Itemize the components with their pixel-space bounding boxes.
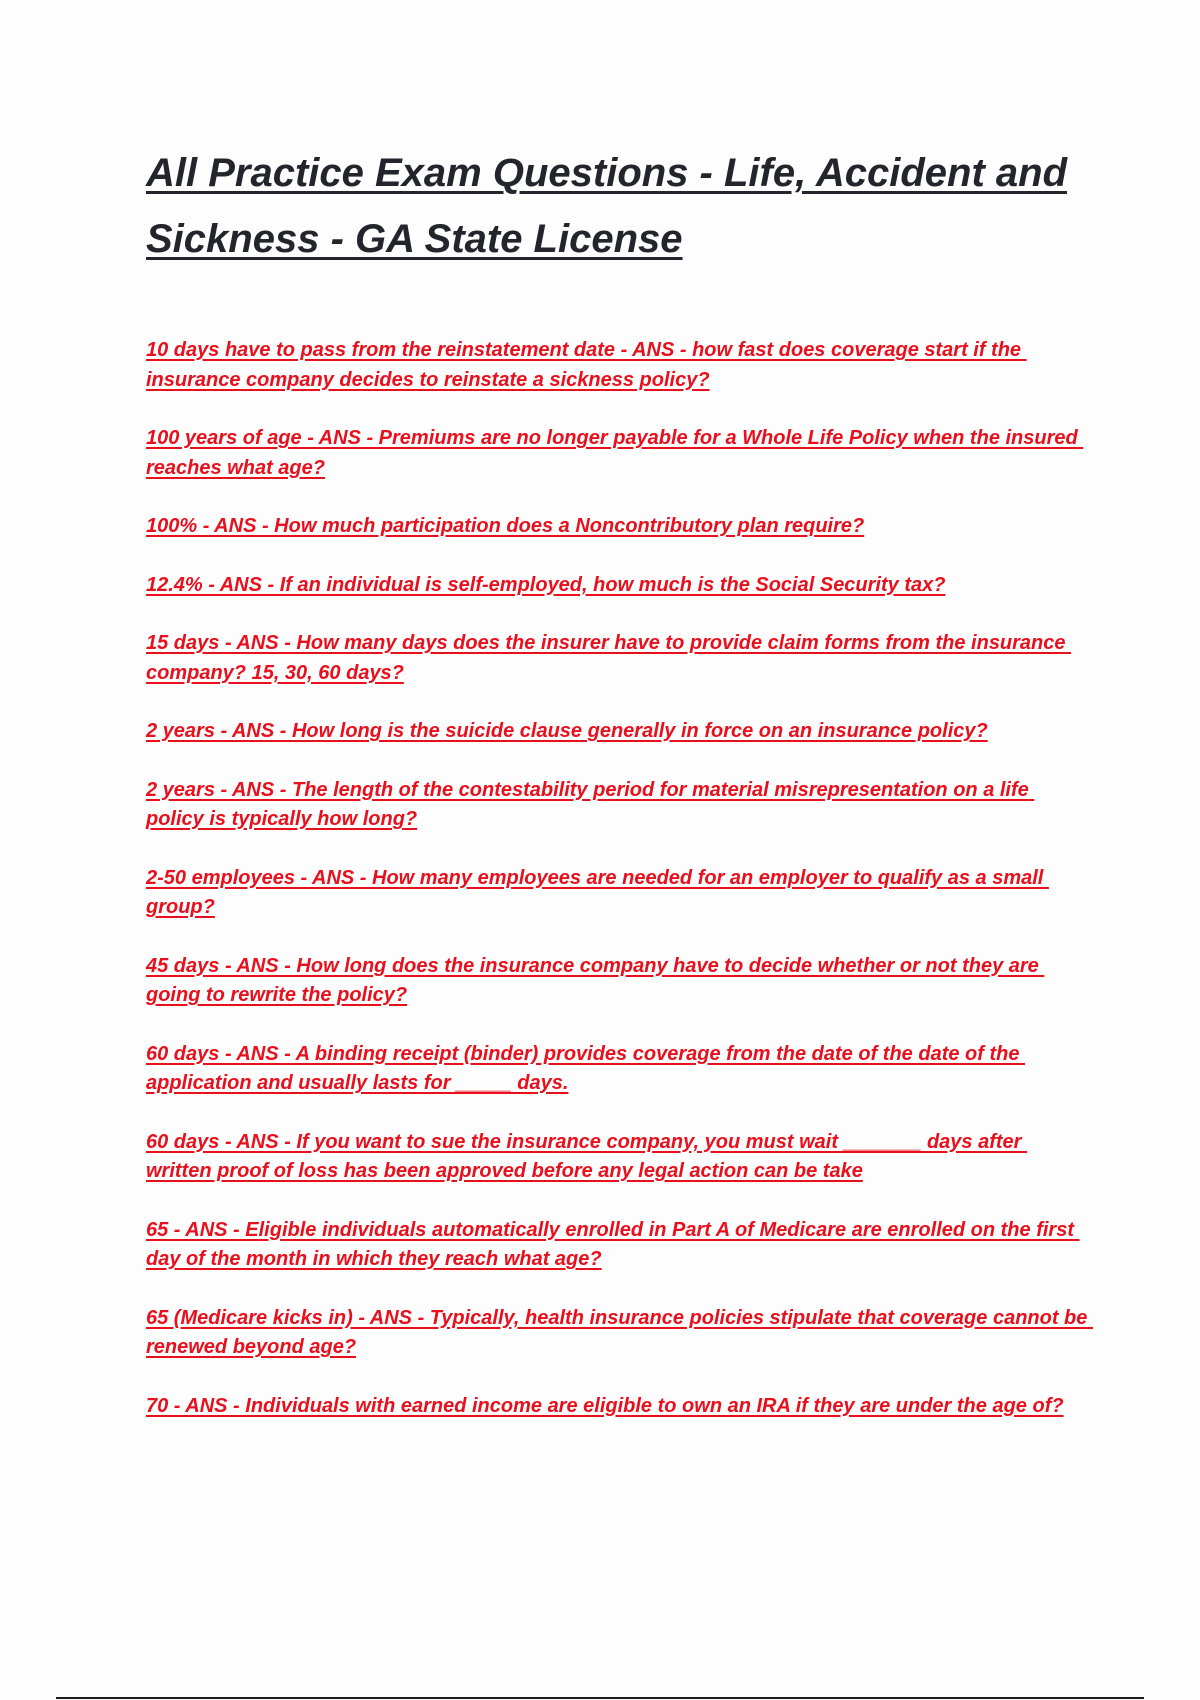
qa-item: 60 days - ANS - If you want to sue the insurance company, you must wait _______ days after written proof of loss has been approved before any legal action can be take [146, 1130, 1028, 1182]
qa-item: 2-50 employees - ANS - How many employees are needed for an employer to qualify as a small group? [146, 866, 1049, 918]
qa-list [146, 336, 1091, 1450]
qa-item: 65 (Medicare kicks in) - ANS - Typically, health insurance policies stipulate that coverage cannot be renewed beyond age? [146, 1306, 1093, 1358]
page-bottom-divider [56, 1697, 1144, 1699]
qa-item: 12.4% - ANS - If an individual is self-employed, how much is the Social Security tax? [146, 573, 946, 596]
qa-item: 45 days - ANS - How long does the insurance company have to decide whether or not they are going to rewrite the policy? [146, 954, 1045, 1006]
qa-item: 2 years - ANS - The length of the contestability period for material misrepresentation on a life policy is typically how long? [146, 778, 1035, 830]
qa-item: 70 - ANS - Individuals with earned income are eligible to own an IRA if they are under the age of? [146, 1394, 1064, 1417]
qa-item: 60 days - ANS - A binding receipt (binder) provides coverage from the date of the date of the application and usually lasts for _____ days. [146, 1042, 1026, 1094]
qa-item: 100% - ANS - How much participation does a Noncontributory plan require? [146, 515, 865, 537]
document-title: All Practice Exam Questions - Life, Accident and Sickness - GA State License [146, 151, 1067, 261]
qa-item: 65 - ANS - Eligible individuals automatically enrolled in Part A of Medicare are enrolled on the first day of the month in which they reach what age? [146, 1218, 1080, 1270]
qa-item: 100 years of age - ANS - Premiums are no longer payable for a Whole Life Policy when the insured reaches what age? [146, 427, 1084, 479]
qa-item: 10 days have to pass from the reinstatement date - ANS - how fast does coverage start if the insurance company decides to reinstate a sickness policy? [146, 339, 1027, 391]
qa-item: 2 years - ANS - How long is the suicide clause generally in force on an insurance policy? [146, 720, 988, 742]
qa-item: 15 days - ANS - How many days does the insurer have to provide claim forms from the insurance company? 15, 30, 60 days? [146, 632, 1072, 684]
